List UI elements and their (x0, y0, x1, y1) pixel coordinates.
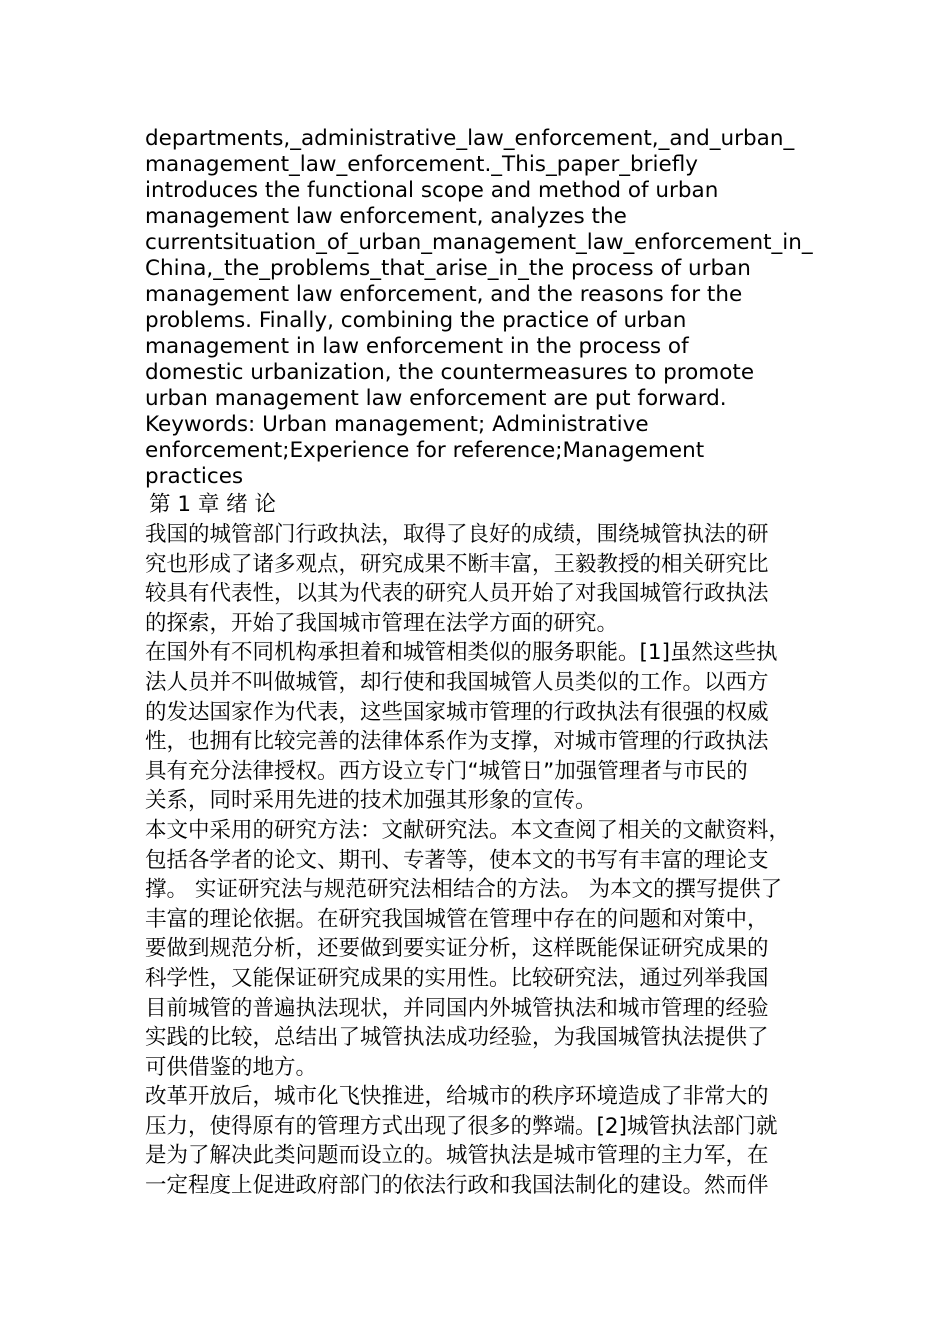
keywords (145, 412, 820, 490)
paragraph-line: 丰富的理论依据。在研究我国城管在管理中存在的问题和对策中， (145, 906, 769, 932)
paragraph-line: 包括各学者的论文、期刊、专著等，使本文的书写有丰富的理论支 (145, 847, 769, 873)
paragraph-line: 目前城管的普遍执法现状，并同国内外城管执法和城市管理的经验 (145, 995, 769, 1021)
paragraph-line: 的发达国家作为代表，这些国家城市管理的行政执法有很强的权威 (145, 699, 769, 725)
paragraph-2 (145, 638, 820, 816)
paragraph-line: 关系，同时采用先进的技术加强其形象的宣传。 (145, 788, 597, 814)
paragraph-1 (145, 520, 820, 638)
paragraph-line: 是为了解决此类问题而设立的。城管执法是城市管理的主力军，在 (145, 1143, 769, 1169)
keywords-line: enforcement;Experience for reference;Management (145, 438, 705, 463)
paragraph-line: 在国外有不同机构承担着和城管相类似的服务职能。[1]虽然这些执 (145, 640, 778, 666)
abstract-line: China,_the_problems_that_arise_in_the process of urban (145, 256, 751, 281)
paragraph-line: 要做到规范分析，还要做到要实证分析，这样既能保证研究成果的 (145, 936, 769, 962)
paragraph-line: 性，也拥有比较完善的法律体系作为支撑，对城市管理的行政执法 (145, 729, 769, 755)
paragraph-4 (145, 1082, 820, 1200)
abstract-line: management law enforcement, and the reasons for the (145, 282, 743, 307)
abstract-line: problems. Finally, combining the practice of urban (145, 308, 687, 333)
paragraph-line: 的探索，开始了我国城市管理在法学方面的研究。 (145, 610, 619, 636)
paragraph-line: 可供借鉴的地方。 (145, 1054, 318, 1080)
paragraph-3 (145, 816, 820, 1082)
abstract-line: departments,_administrative_law_enforcement,_and_urban_ (145, 126, 795, 151)
abstract-line: domestic urbanization, the countermeasures to promote (145, 360, 755, 385)
keywords-line: practices (145, 464, 244, 489)
chapter-heading: 第 1 章 绪 论 (149, 492, 277, 517)
abstract-line: management law enforcement, analyzes the (145, 204, 627, 229)
paragraph-line: 科学性，又能保证研究成果的实用性。比较研究法，通过列举我国 (145, 965, 769, 991)
paragraph-line: 法人员并不叫做城管，却行使和我国城管人员类似的工作。以西方 (145, 669, 769, 695)
paragraph-line: 一定程度上促进政府部门的依法行政和我国法制化的建设。然而伴 (145, 1173, 769, 1199)
paragraph-line: 较具有代表性，以其为代表的研究人员开始了对我国城管行政执法 (145, 581, 769, 607)
paragraph-line: 我国的城管部门行政执法，取得了良好的成绩，围绕城管执法的研 (145, 522, 769, 547)
paragraph-line: 本文中采用的研究方法：文献研究法。本文查阅了相关的文献资料， (145, 817, 791, 843)
abstract-text (145, 126, 820, 412)
paragraph-line: 具有充分法律授权。西方设立专门“城管日”加强管理者与市民的 (145, 758, 748, 784)
abstract-line: urban management law enforcement are put forward. (145, 386, 727, 411)
abstract-line: management in law enforcement in the process of (145, 334, 689, 359)
paragraph-line: 撑。 实证研究法与规范研究法相结合的方法。 为本文的撰写提供了 (145, 877, 783, 903)
paragraph-line: 压力，使得原有的管理方式出现了很多的弊端。[2]城管执法部门就 (145, 1113, 778, 1139)
keywords-line: Keywords: Urban management; Administrative (145, 412, 649, 437)
paragraph-line: 改革开放后，城市化飞快推进，给城市的秩序环境造成了非常大的 (145, 1084, 769, 1110)
abstract-line: management_law_enforcement._This_paper_briefly (145, 152, 698, 177)
document-body (145, 126, 820, 1201)
abstract-line: currentsituation_of_urban_management_law_enforcement_in_ (145, 230, 813, 255)
paragraph-line: 究也形成了诸多观点，研究成果不断丰富，王毅教授的相关研究比 (145, 551, 769, 577)
paragraph-line: 实践的比较，总结出了城管执法成功经验，为我国城管执法提供了 (145, 1025, 769, 1051)
abstract-line: introduces the functional scope and method of urban (145, 178, 719, 203)
